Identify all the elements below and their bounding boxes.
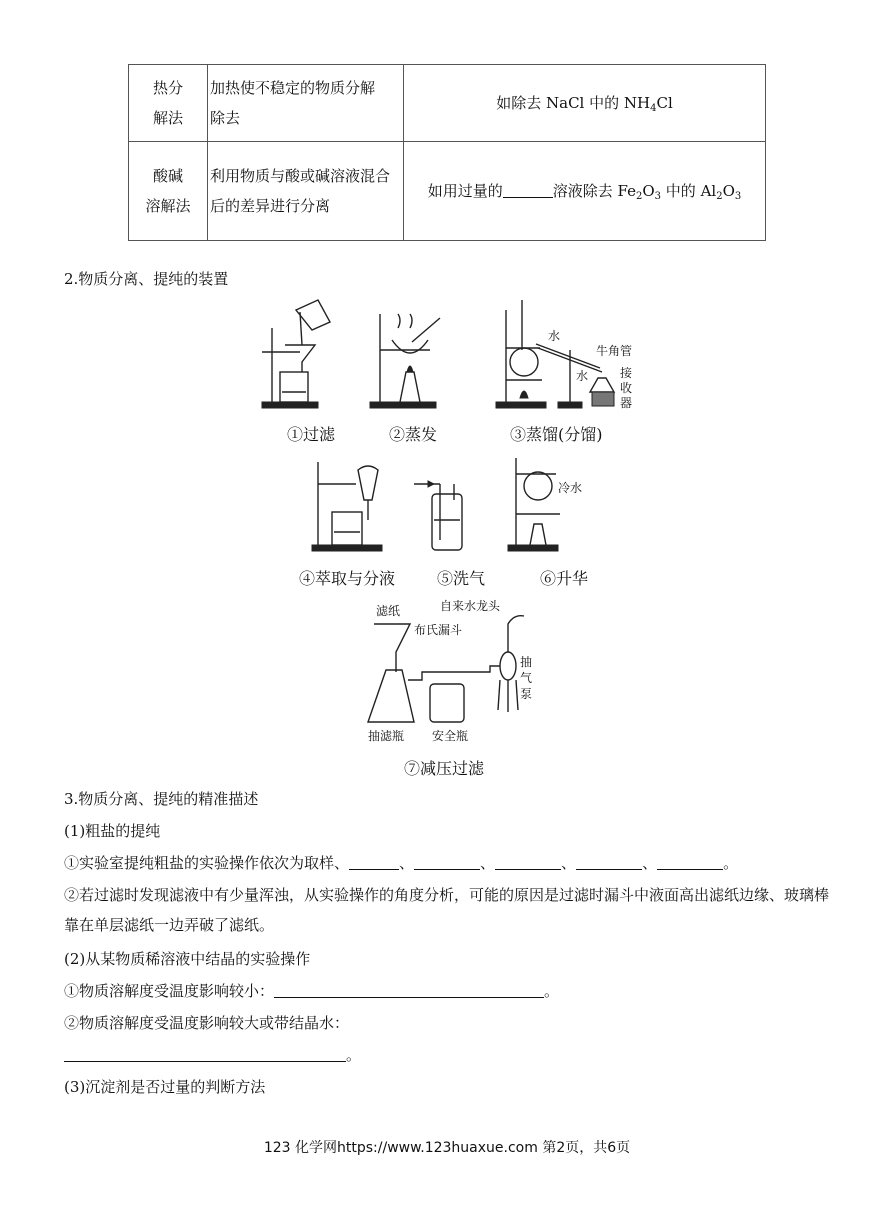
water-label: 水 [548, 329, 561, 343]
principle-line1: 利用物质与酸或碱溶液混合 [210, 167, 391, 185]
subsection-2-title: (2)从某物质稀溶液中结晶的实验操作 [64, 950, 311, 968]
answer-blank[interactable] [495, 853, 561, 870]
subscript: 3 [654, 191, 662, 202]
safety-bottle-label: 安全瓶 [432, 729, 469, 743]
section-2-heading: 2.物质分离、提纯的装置 [64, 270, 229, 288]
subsection-3-title: (3)沉淀剂是否过量的判断方法 [64, 1078, 266, 1096]
question-text: ①实验室提纯粗盐的实验操作依次为取样、 [64, 854, 350, 872]
punctuation: 。 [346, 1046, 362, 1064]
adapter-label: 牛角管 [596, 344, 633, 358]
method-name-line1: 热分 [152, 79, 183, 97]
method-name-line2: 解法 [152, 109, 183, 127]
distillation-apparatus [496, 300, 632, 410]
example-text: 如除去 NaCl 中的 NH [496, 94, 651, 112]
pump-label-3: 泵 [520, 687, 533, 701]
suction-flask-label: 抽滤瓶 [368, 729, 405, 743]
section-3-heading: 3.物质分离、提纯的精准描述 [64, 790, 259, 808]
sublimation-apparatus [508, 458, 582, 551]
question-item: ②物质溶解度受温度影响较大或带结晶水： [64, 1014, 350, 1032]
example-text: 中的 Al [661, 182, 717, 200]
answer-blank[interactable] [274, 981, 544, 998]
filtration-apparatus [262, 300, 330, 408]
water-label: 水 [576, 369, 589, 383]
subscript: 4 [650, 103, 657, 114]
punctuation: 。 [723, 854, 739, 872]
answer-blank[interactable] [576, 853, 642, 870]
caption-evaporation: ②蒸发 [389, 425, 438, 444]
receiver-label-1: 接 [620, 366, 633, 380]
caption-sublimation: ⑥升华 [540, 569, 589, 588]
answer-blank[interactable] [64, 1045, 346, 1062]
subscript: 3 [734, 191, 742, 202]
subscript: 2 [716, 191, 723, 202]
receiver-label-3: 器 [620, 396, 633, 410]
extraction-apparatus [312, 462, 382, 551]
principle-line1: 加热使不稳定的物质分解 [210, 79, 376, 97]
answer-line [64, 1044, 361, 1066]
page-footer: 123 化学网https://www.123huaxue.com 第2页，共6页 [263, 1140, 631, 1156]
caption-extraction: ④萃取与分液 [299, 569, 396, 588]
subsection-1-title: (1)粗盐的提纯 [64, 822, 161, 840]
receiver-label-2: 收 [620, 381, 633, 395]
example-text: O [642, 182, 655, 200]
evaporation-apparatus [370, 314, 440, 408]
example-text: Cl [656, 94, 673, 112]
pump-label-1: 抽 [520, 655, 533, 669]
caption-filtration: ①过滤 [287, 425, 336, 444]
example-text: 如用过量的 [427, 182, 503, 200]
method-name-line2: 溶解法 [145, 197, 191, 215]
caption-distillation: ③蒸馏(分馏) [510, 425, 603, 444]
question-item [64, 980, 559, 1002]
method-name-line1: 酸碱 [152, 167, 183, 185]
example-text: 溶液除去 Fe [552, 182, 636, 200]
principle-line2: 除去 [210, 109, 241, 127]
answer-blank[interactable] [657, 853, 723, 870]
buchner-funnel-label: 布氏漏斗 [414, 623, 463, 637]
answer-blank[interactable] [349, 853, 399, 870]
cold-water-label: 冷水 [558, 481, 583, 495]
vacuum-filtration-apparatus [368, 598, 532, 743]
question-item: ①实验室提纯粗盐的实验操作依次为取样、 、 、 、 、 。 [64, 854, 739, 872]
question-text: ①物质溶解度受温度影响较小： [64, 982, 275, 1000]
question-item: ②若过滤时发现滤液中有少量浑浊，从实验操作的角度分析，可能的原因是过滤时漏斗中液面高出滤纸边缘、玻璃棒靠在单层滤纸一边弄破了滤纸。 [64, 886, 830, 934]
gas-washing-apparatus [414, 481, 462, 550]
principle-line2: 后的差异进行分离 [210, 197, 331, 215]
subscript: 2 [635, 191, 643, 202]
filter-paper-label: 滤纸 [376, 604, 401, 618]
caption-gas-washing: ⑤洗气 [437, 569, 486, 588]
pump-label-2: 气 [520, 671, 533, 685]
example-text: O [722, 182, 735, 200]
tap-label: 自来水龙头 [440, 599, 501, 613]
caption-vacuum-filtration: ⑦减压过滤 [404, 759, 485, 778]
punctuation: 。 [544, 982, 560, 1000]
answer-blank[interactable] [414, 853, 480, 870]
